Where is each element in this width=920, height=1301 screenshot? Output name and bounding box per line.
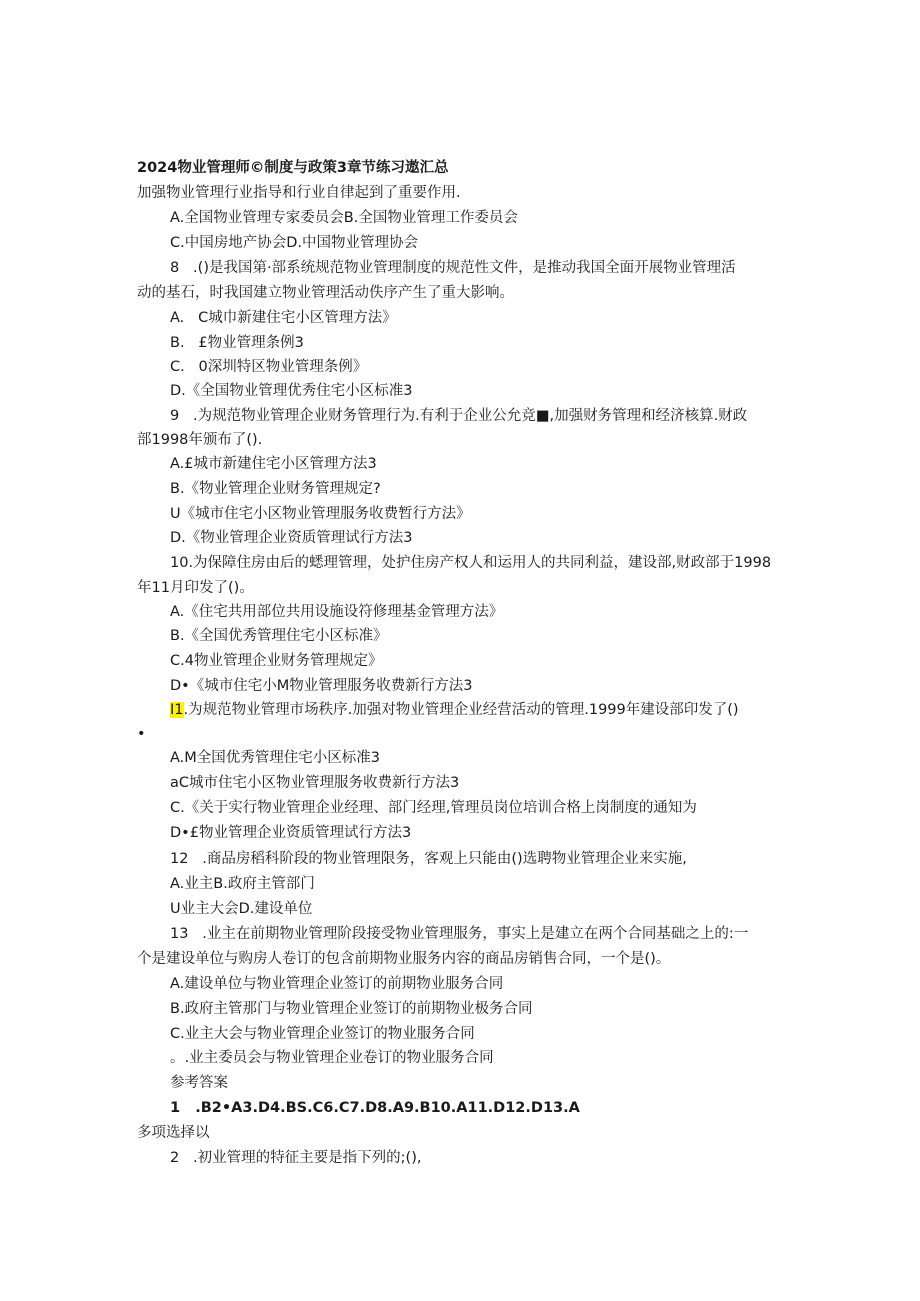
option-line: 。.业主委员会与物业管理企业卷订的物业服务合同 [170,1050,494,1066]
option-line: U业主大会D.建设单位 [170,901,313,917]
option-line: U《城市住宅小区物业管理服务收费暂行方法》 [170,506,471,522]
option-line: D•《城市住宅小M物业管理服务收费新行方法3 [170,678,473,694]
question-10: 10.为保障住房由后的蟋理管理，处护住房产权人和运用人的共同利益，建设部,财政部于1998 [170,555,772,571]
option-line: C.中国房地产协会D.中国物业管理协会 [170,235,419,251]
option-line: D.《全国物业管理优秀住宅小区标准3 [170,383,413,399]
question-12: 12 .商品房稻科阶段的物业管理限务，客观上只能由()选聘物业管理企业来实施, [170,851,687,867]
text-line: 年11月印发了()。 [137,580,254,596]
option-line: C.《关于实行物业管理企业经理、部门经理,管理员岗位培训合格上岗制度的通知为 [170,800,697,816]
text-line: 动的基石，时我国建立物业管理活动佚序产生了重大影响。 [137,285,514,301]
text-line: 个是建设单位与购房人卷订的包含前期物业服务内容的商品房销售合同，一个是()。 [137,951,671,967]
option-line: A.建设单位与物业管理企业签订的前期物业服务合同 [170,976,504,992]
document-title: 2024物业管理师©制度与政策3章节练习遨汇总 [137,160,449,176]
option-line: aC城市住宅小区物业管理服务收费新行方法3 [170,775,460,791]
option-line: C.4物业管理企业财务管理规定》 [170,653,383,669]
option-line: C. 0深圳特区物业管理条例》 [170,359,368,375]
question-8: 8 .()是我国第·部系统规范物业管理制度的规范性文件，是推动我国全面开展物业管理活 [170,260,736,276]
option-line: A.业主B.政府主管部门 [170,876,315,892]
question-11-text: .为规范物业管理市场秩序.加强对物业管理企业经营活动的管理.1999年建设部印发了() [183,702,739,718]
answers-line: 1 .B2•A3.D4.BS.C6.C7.D8.A9.B10.A11.D12.D13.A [170,1100,580,1116]
option-line: A.£城市新建住宅小区管理方法3 [170,456,377,472]
option-line: D.《物业管理企业资质管理试行方法3 [170,530,413,546]
text-line: 加强物业管理行业指导和行业自律起到了重要作用. [137,185,461,201]
question-11 [170,700,739,720]
option-line: B.政府主管那门与物业管理企业签订的前期物业极务合同 [170,1001,533,1017]
option-line: C.业主大会与物业管理企业签订的物业服务合同 [170,1026,475,1042]
option-line: B. £物业管理条例3 [170,335,304,351]
question-13: 13 .业主在前期物业管理阶段接受物业管理服务，事实上是建立在两个合同基础之上的:一 [170,926,749,942]
text-line: • [137,726,146,742]
text-line: 部1998年颁布了(). [137,432,263,448]
option-line: A.《住宅共用部位共用设施设符修理基金管理方法》 [170,604,504,620]
option-line: D•£物业管理企业资质管理试行方法3 [170,825,412,841]
question-2: 2 .初业管理的特征主要是指下列的;(), [170,1150,422,1166]
answers-heading: 参考答案 [170,1075,228,1091]
option-line: A.M全国优秀管理住宅小区标准3 [170,750,381,766]
option-line: B.《物业管理企业财务管理规定? [170,481,381,497]
question-9: 9 .为规范物业管理企业财务管理行为.有利于企业公允竞■,加强财务管理和经济核算.财政 [170,408,748,424]
highlighted-question-number: I1 [170,702,184,718]
option-line: A.全国物业管理专家委员会B.全国物业管理工作委员会 [170,210,518,226]
section-heading: 多项选择以 [137,1125,210,1141]
option-line: B.《全国优秀管理住宅小区标准》 [170,628,388,644]
option-line: A. C城巾新建住宅小区管理方法》 [170,310,397,326]
